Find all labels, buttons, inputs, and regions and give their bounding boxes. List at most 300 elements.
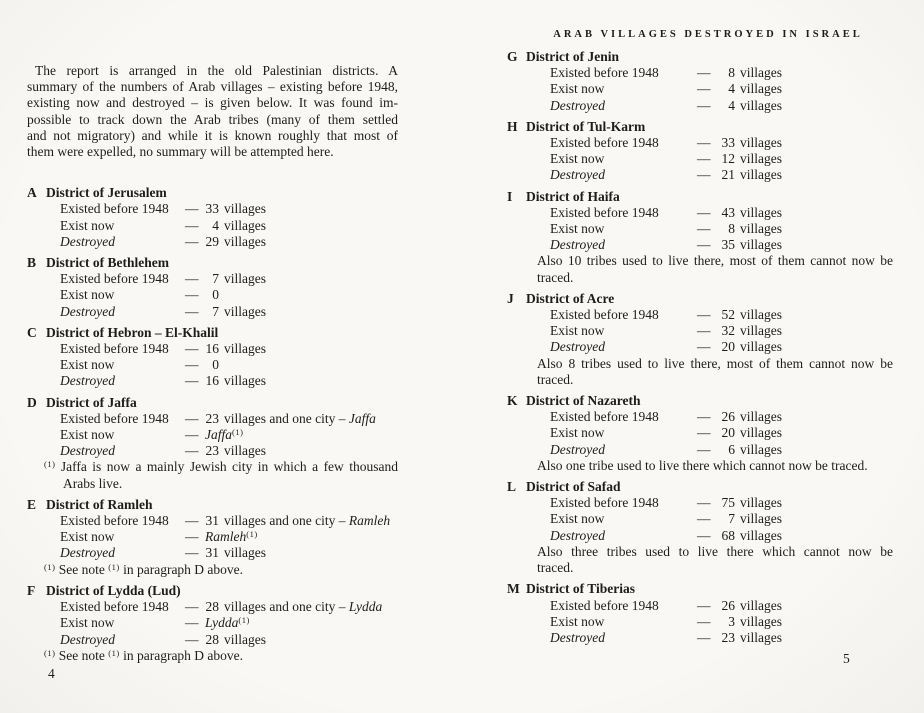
dash-separator: — xyxy=(185,201,199,217)
district-name: District of Tiberias xyxy=(526,581,635,597)
row-label: Exist now xyxy=(60,529,115,545)
text-segment: villages xyxy=(740,441,782,457)
dash-separator: — xyxy=(697,495,711,511)
district-row xyxy=(27,529,398,545)
district-letter: E xyxy=(27,496,37,512)
row-number: 4 xyxy=(212,217,219,233)
footnote-marker: (1) xyxy=(44,459,56,470)
district-title xyxy=(27,497,398,513)
row-value xyxy=(721,425,782,441)
row-value xyxy=(721,98,782,114)
district-name: District of Bethlehem xyxy=(46,255,169,271)
row-label: Exist now xyxy=(550,613,605,629)
district-name: District of Ramleh xyxy=(46,496,153,512)
text-segment: Ramleh xyxy=(205,529,247,545)
text-segment: villages and one city – xyxy=(224,410,349,426)
row-label: Destroyed xyxy=(60,443,115,459)
text-segment: See note xyxy=(55,647,109,663)
district-row xyxy=(27,411,398,427)
row-label: Existed before 1948 xyxy=(60,341,169,357)
district-name: District of Safad xyxy=(526,479,621,495)
row-value xyxy=(205,304,266,320)
district-letter: F xyxy=(27,582,36,598)
district-row xyxy=(27,632,398,648)
text-segment: villages xyxy=(740,81,782,97)
district-f xyxy=(27,583,398,664)
row-label: Destroyed xyxy=(60,303,115,319)
text-segment: villages xyxy=(740,425,782,441)
row-value xyxy=(721,307,782,323)
row-number: 31 xyxy=(205,545,219,561)
district-title xyxy=(27,255,398,271)
row-value xyxy=(721,135,782,151)
dash-separator: — xyxy=(185,410,199,426)
row-number: 0 xyxy=(212,357,219,373)
row-number: 33 xyxy=(721,135,735,151)
row-label: Existed before 1948 xyxy=(550,597,659,613)
footnote-marker: (1) xyxy=(108,647,120,658)
text-segment: villages xyxy=(224,545,266,561)
text-segment: traced. xyxy=(537,269,574,285)
intro-line: and not migratory) and while it is known roughly that most of xyxy=(27,127,398,143)
row-number: 68 xyxy=(721,527,735,543)
note-line xyxy=(537,458,893,474)
dash-separator: — xyxy=(185,271,199,287)
district-row xyxy=(507,81,893,97)
district-letter: A xyxy=(27,185,37,201)
dash-separator: — xyxy=(697,323,711,339)
row-value xyxy=(721,151,782,167)
district-note xyxy=(27,562,398,578)
row-number: 29 xyxy=(205,233,219,249)
row-value xyxy=(721,339,782,355)
district-letter: L xyxy=(507,479,517,495)
district-row xyxy=(507,98,893,114)
district-title xyxy=(27,185,398,201)
text-segment: in paragraph D above. xyxy=(119,561,244,577)
dash-separator: — xyxy=(185,233,199,249)
district-row xyxy=(27,341,398,357)
dash-separator: — xyxy=(697,135,711,151)
text-segment: Jaffa xyxy=(205,427,232,443)
note-line xyxy=(44,562,398,578)
district-row xyxy=(507,495,893,511)
note-line xyxy=(537,356,893,372)
text-segment: Also 8 tribes used to live there, most of them cannot now be xyxy=(537,355,893,371)
district-title xyxy=(27,583,398,599)
district-d xyxy=(27,395,398,492)
text-segment: villages xyxy=(224,303,266,319)
district-letter: B xyxy=(27,255,37,271)
row-label: Destroyed xyxy=(550,527,605,543)
row-value xyxy=(721,167,782,183)
district-letter: H xyxy=(507,118,518,134)
text-segment: villages xyxy=(740,221,782,237)
page-number-left: 4 xyxy=(48,666,55,681)
text-segment: villages xyxy=(740,597,782,613)
district-row xyxy=(27,373,398,389)
footnote-marker: (1) xyxy=(108,561,120,572)
text-segment: villages xyxy=(224,217,266,233)
row-number: 6 xyxy=(728,441,735,457)
row-label: Existed before 1948 xyxy=(550,135,659,151)
row-label: Existed before 1948 xyxy=(550,204,659,220)
row-value xyxy=(721,221,782,237)
district-row xyxy=(27,287,398,303)
row-value xyxy=(721,528,782,544)
text-segment: villages xyxy=(740,204,782,220)
district-letter: M xyxy=(507,581,520,597)
district-j xyxy=(507,291,893,388)
row-value xyxy=(205,271,266,287)
district-name: District of Haifa xyxy=(526,188,620,204)
row-number: 8 xyxy=(728,65,735,81)
district-name: District of Tul-Karm xyxy=(526,118,646,134)
dash-separator: — xyxy=(185,443,199,459)
row-value xyxy=(721,598,782,614)
running-head: ARAB VILLAGES DESTROYED IN ISRAEL xyxy=(553,29,863,40)
text-segment: traced. xyxy=(537,371,574,387)
text-segment: villages and one city – xyxy=(224,599,349,615)
row-label: Existed before 1948 xyxy=(550,65,659,81)
row-label: Exist now xyxy=(550,511,605,527)
district-name: District of Acre xyxy=(526,290,615,306)
row-number: 33 xyxy=(205,201,219,217)
row-value xyxy=(721,495,782,511)
district-row xyxy=(27,427,398,443)
note-line xyxy=(537,270,893,286)
text-segment: Lydda xyxy=(348,599,383,615)
dash-separator: — xyxy=(185,529,199,545)
text-segment: villages xyxy=(224,271,266,287)
dash-separator: — xyxy=(697,237,711,253)
note-line xyxy=(63,476,398,492)
text-segment: villages xyxy=(740,511,782,527)
row-label: Existed before 1948 xyxy=(60,513,169,529)
text-segment: villages xyxy=(740,237,782,253)
row-number: 4 xyxy=(728,97,735,113)
districts-left xyxy=(27,185,398,664)
district-row xyxy=(507,237,893,253)
row-number: 31 xyxy=(205,513,219,529)
row-number: 43 xyxy=(721,204,735,220)
row-label: Destroyed xyxy=(550,237,605,253)
row-label: Destroyed xyxy=(60,373,115,389)
dash-separator: — xyxy=(697,81,711,97)
row-number: 7 xyxy=(212,271,219,287)
dash-separator: — xyxy=(185,615,199,631)
district-row xyxy=(507,528,893,544)
dash-separator: — xyxy=(697,409,711,425)
dash-separator: — xyxy=(697,339,711,355)
district-row xyxy=(27,234,398,250)
district-row xyxy=(27,201,398,217)
district-row xyxy=(507,65,893,81)
note-line xyxy=(44,459,398,475)
footnote-marker: (1) xyxy=(44,561,56,572)
dash-separator: — xyxy=(185,287,199,303)
district-name: District of Nazareth xyxy=(526,393,641,409)
dash-separator: — xyxy=(185,631,199,647)
district-row xyxy=(507,614,893,630)
district-note xyxy=(507,544,893,576)
text-segment: villages xyxy=(740,167,782,183)
district-i xyxy=(507,189,893,286)
row-label: Existed before 1948 xyxy=(550,307,659,323)
district-name: District of Jenin xyxy=(526,49,619,64)
row-value xyxy=(721,323,782,339)
row-label: Exist now xyxy=(60,427,115,443)
dash-separator: — xyxy=(697,307,711,323)
district-row xyxy=(507,307,893,323)
row-number: 20 xyxy=(721,339,735,355)
row-value xyxy=(721,65,782,81)
text-segment: villages xyxy=(740,613,782,629)
text-segment: villages xyxy=(740,97,782,113)
row-number: 75 xyxy=(721,495,735,511)
row-value xyxy=(721,205,782,221)
intro-line: possible to track down the Arab tribes (many of them settled xyxy=(27,111,398,127)
row-number: 12 xyxy=(721,151,735,167)
row-number: 26 xyxy=(721,597,735,613)
row-label: Existed before 1948 xyxy=(550,409,659,425)
district-row xyxy=(507,409,893,425)
row-label: Destroyed xyxy=(60,545,115,561)
row-value xyxy=(205,357,224,373)
row-number: 16 xyxy=(205,373,219,389)
note-line xyxy=(537,544,893,560)
dash-separator: — xyxy=(697,425,711,441)
dash-separator: — xyxy=(697,527,711,543)
row-number: 35 xyxy=(721,237,735,253)
dash-separator: — xyxy=(697,441,711,457)
row-number: 8 xyxy=(728,221,735,237)
dash-separator: — xyxy=(697,65,711,81)
intro-line: The report is arranged in the old Palestinian districts. A xyxy=(35,63,398,78)
district-note xyxy=(507,356,893,388)
text-segment: Also one tribe used to live there which cannot now be traced. xyxy=(537,457,868,473)
row-number: 7 xyxy=(212,303,219,319)
district-title xyxy=(507,49,893,65)
text-segment: villages xyxy=(224,233,266,249)
row-label: Exist now xyxy=(60,287,115,303)
row-label: Existed before 1948 xyxy=(550,495,659,511)
district-letter: C xyxy=(27,324,37,340)
district-row xyxy=(507,323,893,339)
district-row xyxy=(507,151,893,167)
district-note xyxy=(507,253,893,285)
row-value xyxy=(205,632,266,648)
dash-separator: — xyxy=(185,303,199,319)
row-label: Destroyed xyxy=(550,167,605,183)
row-value xyxy=(205,201,266,217)
district-name: District of Jerusalem xyxy=(46,185,167,201)
dash-separator: — xyxy=(697,204,711,220)
text-segment: villages xyxy=(740,135,782,151)
page-left xyxy=(27,63,398,669)
district-name: District of Jaffa xyxy=(46,394,137,410)
text-segment: Jaffa is now a mainly Jewish city in which a few thousand xyxy=(55,459,398,475)
row-label: Destroyed xyxy=(550,441,605,457)
district-k xyxy=(507,393,893,474)
row-label: Destroyed xyxy=(550,97,605,113)
district-title xyxy=(507,479,893,495)
district-row xyxy=(27,443,398,459)
district-row xyxy=(27,545,398,561)
district-row xyxy=(507,425,893,441)
text-segment: villages xyxy=(740,65,782,81)
page-right xyxy=(507,28,893,651)
dash-separator: — xyxy=(185,217,199,233)
text-segment: in paragraph D above. xyxy=(119,647,244,663)
intro-line: summary of the numbers of Arab villages – existing before 1948, xyxy=(27,79,398,95)
district-g xyxy=(507,49,893,114)
district-row xyxy=(27,615,398,631)
district-l xyxy=(507,479,893,576)
row-label: Existed before 1948 xyxy=(60,201,169,217)
row-value xyxy=(205,234,266,250)
row-label: Existed before 1948 xyxy=(60,271,169,287)
district-note xyxy=(507,458,893,474)
row-number: 0 xyxy=(212,287,219,303)
row-value xyxy=(205,529,258,545)
row-value xyxy=(205,545,266,561)
district-row xyxy=(507,339,893,355)
row-label: Destroyed xyxy=(60,631,115,647)
footnote-marker: (1) xyxy=(232,427,244,438)
district-note xyxy=(27,648,398,664)
row-value xyxy=(205,218,266,234)
district-row xyxy=(507,221,893,237)
dash-separator: — xyxy=(697,151,711,167)
district-title xyxy=(507,119,893,135)
row-label: Exist now xyxy=(60,615,115,631)
text-segment: villages xyxy=(740,323,782,339)
district-row xyxy=(27,357,398,373)
dash-separator: — xyxy=(185,599,199,615)
row-value xyxy=(205,615,250,631)
dash-separator: — xyxy=(697,597,711,613)
dash-separator: — xyxy=(185,341,199,357)
row-value xyxy=(721,442,782,458)
note-line xyxy=(44,648,398,664)
intro-paragraph xyxy=(27,63,398,160)
district-letter: K xyxy=(507,393,518,409)
text-segment: villages xyxy=(740,151,782,167)
footnote-marker: (1) xyxy=(238,615,250,626)
intro-line: existing now and destroyed – is given below. It was found im- xyxy=(27,95,398,111)
district-letter: D xyxy=(27,394,37,410)
district-row xyxy=(27,599,398,615)
row-value xyxy=(721,237,782,253)
dash-separator: — xyxy=(185,373,199,389)
district-name: District of Lydda (Lud) xyxy=(46,582,181,598)
text-segment: Ramleh xyxy=(348,513,391,529)
district-row xyxy=(507,135,893,151)
row-number: 3 xyxy=(728,613,735,629)
text-segment: villages xyxy=(740,629,782,645)
district-row xyxy=(507,205,893,221)
text-segment: villages xyxy=(740,409,782,425)
row-value xyxy=(205,599,382,615)
dash-separator: — xyxy=(697,629,711,645)
footnote-marker: (1) xyxy=(246,529,258,540)
row-number: 21 xyxy=(721,167,735,183)
row-number: 32 xyxy=(721,323,735,339)
text-segment: villages xyxy=(740,495,782,511)
row-value xyxy=(205,411,376,427)
district-note xyxy=(27,459,398,491)
district-letter: J xyxy=(507,290,514,306)
dash-separator: — xyxy=(185,513,199,529)
row-value xyxy=(205,427,243,443)
row-label: Exist now xyxy=(550,425,605,441)
row-number: 16 xyxy=(205,341,219,357)
row-label: Exist now xyxy=(550,323,605,339)
row-label: Destroyed xyxy=(550,339,605,355)
text-segment: Jaffa xyxy=(348,410,376,426)
district-a xyxy=(27,185,398,250)
district-title xyxy=(507,291,893,307)
row-value xyxy=(721,614,782,630)
district-m xyxy=(507,581,893,646)
row-number: 23 xyxy=(721,629,735,645)
page-number-right: 5 xyxy=(843,651,850,666)
district-row xyxy=(507,442,893,458)
text-segment: villages xyxy=(740,527,782,543)
row-number: 23 xyxy=(205,443,219,459)
text-segment: villages xyxy=(740,307,782,323)
text-segment: See note xyxy=(55,561,109,577)
row-value xyxy=(205,443,266,459)
row-value xyxy=(721,511,782,527)
row-label: Exist now xyxy=(60,217,115,233)
text-segment: villages xyxy=(224,373,266,389)
row-value xyxy=(205,287,224,303)
district-e xyxy=(27,497,398,578)
row-label: Existed before 1948 xyxy=(60,410,169,426)
text-segment: villages xyxy=(740,339,782,355)
row-number: 28 xyxy=(205,599,219,615)
district-row xyxy=(27,513,398,529)
district-h xyxy=(507,119,893,184)
dash-separator: — xyxy=(185,427,199,443)
footnote-marker: (1) xyxy=(44,647,56,658)
row-number: 26 xyxy=(721,409,735,425)
note-line xyxy=(537,253,893,269)
row-number: 20 xyxy=(721,425,735,441)
district-row xyxy=(27,218,398,234)
text-segment: villages xyxy=(224,443,266,459)
dash-separator: — xyxy=(697,613,711,629)
dash-separator: — xyxy=(697,167,711,183)
row-value xyxy=(721,409,782,425)
district-row xyxy=(27,304,398,320)
row-value xyxy=(205,341,266,357)
dash-separator: — xyxy=(697,97,711,113)
text-segment: Also three tribes used to live there which cannot now be xyxy=(537,543,893,559)
dash-separator: — xyxy=(185,357,199,373)
district-row xyxy=(507,167,893,183)
note-line xyxy=(537,560,893,576)
district-letter: I xyxy=(507,188,513,204)
row-value xyxy=(205,513,390,529)
row-number: 52 xyxy=(721,307,735,323)
district-c xyxy=(27,325,398,390)
text-segment: villages xyxy=(224,201,266,217)
dash-separator: — xyxy=(185,545,199,561)
intro-line: them were expelled, no summary will be attempted here. xyxy=(27,144,334,160)
